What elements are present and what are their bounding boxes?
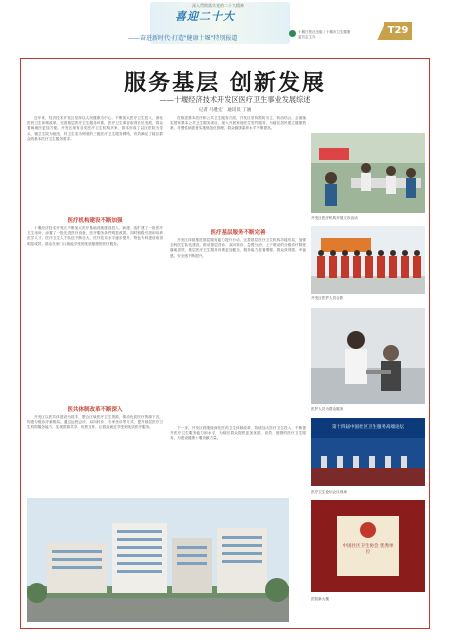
- header-logo-text: 喜迎二十大: [175, 10, 235, 23]
- header-small-text: 深入贯彻落实党的二十大精神: [192, 3, 244, 8]
- column-2-mid-text: [170, 238, 306, 424]
- column-2-top-text: [170, 116, 306, 228]
- doctor-patient-illustration: [311, 308, 425, 404]
- page-header: [0, 0, 450, 46]
- photo-forum-meeting: [311, 418, 425, 486]
- award-card: [337, 516, 399, 576]
- paragraph: 下一步，开发区将继续深化医药卫生体制改革，持续加大医疗卫生投入，不断提升医疗卫生服务能力和水平，为辖区群众提供更加优质、高效、便捷的医疗卫生服务，为建设健康十堰贡献力量。: [170, 426, 306, 441]
- publisher-text: 十堰日报社出版 / 十堰市卫生健康委员会主办: [298, 30, 351, 39]
- photo-staff-group: [311, 226, 425, 294]
- caption-1: 开发区医疗机构开展义诊活动: [311, 216, 358, 220]
- staff-group-illustration: [311, 226, 425, 294]
- page-number: T29: [384, 22, 412, 40]
- photo-free-clinic: [311, 133, 425, 213]
- column-1-bottom-text: [27, 415, 163, 495]
- photo-doctor-patient: [311, 308, 425, 404]
- award-card-text: 中国社区卫生协会 优秀单位: [342, 544, 394, 555]
- section-heading-2: 医共体制改革不断深入: [67, 407, 123, 413]
- award-emblem-icon: [360, 522, 376, 538]
- paragraph: 近年来，经济技术开发区坚持以人民健康为中心，不断加大医疗卫生投入，深化医药卫生体制改革，完善基层医疗卫生服务体系，医疗卫生事业取得长足发展，群众看病就医更加方便。开发区现有各类医疗卫生机构多家，基本形成了以区医院为龙头、镇卫生院为枢纽、村卫生室为网底的三级医疗卫生服务网络，有效满足了辖区群众的基本医疗卫生服务需求。: [27, 116, 163, 141]
- column-1-top-text: [27, 116, 163, 219]
- column-1-mid-text: [27, 226, 163, 404]
- article-byline: 记者 马胜宏 通讯员 丁涵: [198, 108, 252, 113]
- paragraph: 在推进基本医疗和公共卫生服务方面，开发区坚持预防为主、防治结合，全面落实国家基本公共卫生服务项目，深入开展家庭医生签约服务，为辖区居民建立健康档案，对慢性病患者实施规范化管理，群众健康素养水平不断提高。: [170, 116, 306, 131]
- caption-2: 开发区医护人员合影: [311, 296, 344, 300]
- caption-4: 医疗卫生论坛会议现场: [311, 490, 347, 494]
- article-subtitle: ——十堰经济技术开发区医疗卫生事业发展综述: [159, 95, 311, 104]
- paragraph: 开发区以医共体建设为抓手，整合区域医疗卫生资源，推动优质医疗资源下沉，构建分级诊疗新格局。通过远程会诊、双向转诊、专家坐诊等方式，提升基层医疗卫生机构服务能力，实现资源共享、优势互补，让群众就近享受到优质医疗服务。: [27, 415, 163, 430]
- publisher-logo-icon: [289, 30, 296, 37]
- free-clinic-illustration: [311, 133, 425, 213]
- forum-banner-text: 第十四届中国社区卫生服务高端论坛: [332, 425, 404, 430]
- hospital-illustration: [27, 498, 289, 622]
- photo-award-card: [311, 500, 425, 592]
- paragraph: 开发区持续推进基层服务能力提升行动，完善基层医疗卫生机构功能布局，加强全科医生队伍建设，推动基层首诊、双向转诊、急慢分治、上下联动的分级诊疗制度落地见效，基层医疗卫生服务体系更加健全，服务能力显著增强，群众获得感、幸福感、安全感不断提升。: [170, 238, 306, 258]
- caption-3: 医护人员为群众服务: [311, 407, 344, 411]
- article-title: 服务基层 创新发展: [124, 70, 326, 96]
- section-heading-3: 医疗基层服务不断完善: [210, 230, 266, 236]
- header-slogan: ——奋进新时代·打造"健康十堰"特别报道: [128, 35, 238, 42]
- hospital-photo: [27, 498, 289, 622]
- paragraph: 十堰经济技术开发区不断加大医疗基础设施建设投入，新建、改扩建了一批医疗卫生用房，添置了一批先进医疗设备，医疗服务条件明显改善。同时积极引进和培养医学人才，医疗卫生人才队伍不断壮大，医疗技术水平逐步提升，特色专科建设取得明显成效，群众在家门口就能享受到优质便捷的医疗服务。: [27, 226, 163, 246]
- section-heading-1: 医疗机构建设不断加强: [67, 218, 123, 224]
- caption-5: 医院新大楼: [311, 597, 329, 601]
- column-2-bottom-text: [170, 426, 306, 496]
- meeting-stage-illustration: [311, 438, 425, 486]
